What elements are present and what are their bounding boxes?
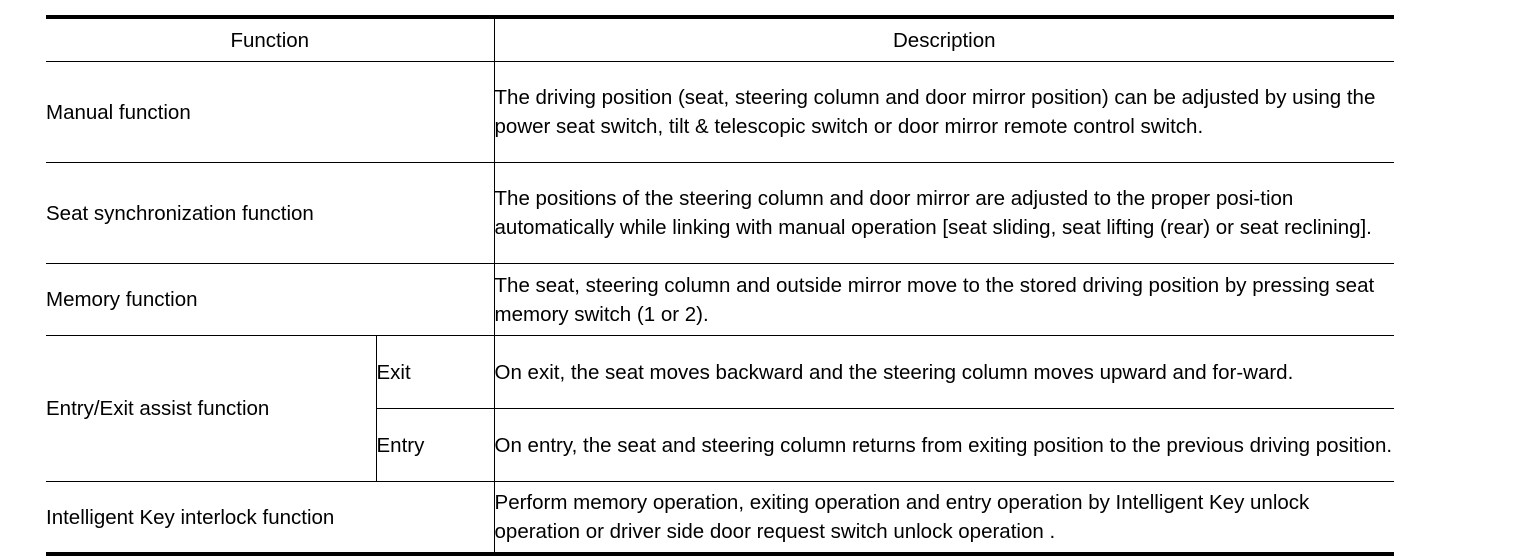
description-cell: The driving position (seat, steering column and door mirror position) can be adjusted by using the power seat switch, tilt & telescopic switch or door mirror remote control switch. (494, 62, 1394, 163)
description-cell: On entry, the seat and steering column returns from exiting position to the previous driving position. (494, 409, 1394, 482)
table-row (46, 62, 1394, 163)
description-cell: The seat, steering column and outside mirror move to the stored driving position by pressing seat memory switch (1 or 2). (494, 264, 1394, 336)
header-description: Description (494, 17, 1394, 62)
function-cell: Entry/Exit assist function (46, 336, 376, 482)
function-cell: Seat synchronization function (46, 163, 494, 264)
table-row (46, 264, 1394, 336)
sub-function-cell: Entry (376, 409, 494, 482)
table-row (46, 336, 1394, 409)
function-description-table (46, 15, 1394, 556)
description-cell: The positions of the steering column and door mirror are adjusted to the proper posi-tion automatically while linking with manual operation [seat sliding, seat lifting (rear) or seat reclining]. (494, 163, 1394, 264)
description-cell: Perform memory operation, exiting operation and entry operation by Intelligent Key unlock operation or driver side door request switch unlock operation . (494, 482, 1394, 555)
header-function: Function (46, 17, 494, 62)
header-row (46, 17, 1394, 62)
table-row (46, 482, 1394, 555)
function-cell: Memory function (46, 264, 494, 336)
sub-function-cell: Exit (376, 336, 494, 409)
function-cell: Manual function (46, 62, 494, 163)
description-cell: On exit, the seat moves backward and the steering column moves upward and for-ward. (494, 336, 1394, 409)
table-row (46, 163, 1394, 264)
function-cell: Intelligent Key interlock function (46, 482, 494, 555)
